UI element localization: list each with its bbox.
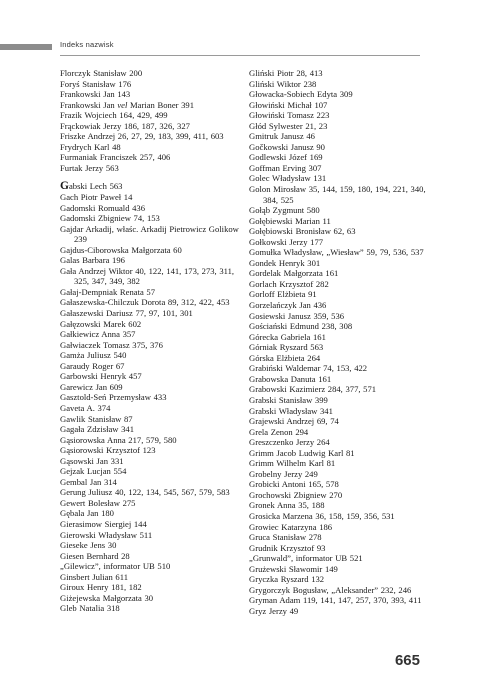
index-entry: Frydrych Karl 48: [60, 141, 121, 152]
index-entry: Gałęzowski Marek 602: [60, 318, 142, 329]
index-entry: Furtak Jerzy 563: [60, 162, 119, 173]
index-entry: Gajdus-Ciborowska Małgorzata 60: [60, 244, 182, 255]
index-entry: Gorzelańczyk Jan 436: [249, 300, 327, 311]
index-entry: Gadomski Zbigniew 74, 153: [60, 213, 160, 224]
index-entry: Gajdar Arkadij, właśc. Arkadij Pietrowicz Golikow 239: [60, 223, 239, 245]
index-entry: Gieseke Jens 30: [60, 540, 117, 551]
index-entry: Golon Mirosław 35, 144, 159, 180, 194, 221, 340, 384, 525: [249, 184, 426, 205]
index-entry: Grabiński Waldemar 74, 153, 422: [249, 363, 368, 374]
index-column-left: [60, 68, 245, 614]
running-header-title: Indeks nazwisk: [60, 40, 114, 49]
index-entry: Frankowski Jan 143: [60, 89, 131, 100]
index-entry: Grimm Wilhelm Karl 81: [249, 458, 336, 469]
index-entry: Gorloff Elżbieta 91: [249, 289, 317, 300]
index-entry: Głowiński Michał 107: [249, 99, 328, 110]
index-entry: Giżejewska Małgorzata 30: [60, 592, 154, 603]
index-entry: Grela Zenon 294: [249, 426, 309, 437]
index-entry: Grabski Władysław 341: [249, 405, 333, 416]
index-entry: Gołębiowski Bronisław 62, 63: [249, 226, 356, 237]
page-number: 665: [394, 652, 420, 669]
index-entry: Gewert Bolesław 275: [60, 497, 136, 508]
index-entry: Gaveta A. 374: [60, 402, 111, 413]
index-entry: Gliński Piotr 28, 413: [249, 68, 323, 78]
index-entry: Gmitruk Janusz 46: [249, 131, 315, 142]
index-entry: Grochowski Zbigniew 270: [249, 489, 343, 500]
index-column-right: [249, 68, 434, 616]
index-entry: Gosiewski Janusz 359, 536: [249, 310, 345, 321]
index-entry: Głód Sylwester 21, 23: [249, 120, 328, 131]
index-entry: Grużewski Sławomir 149: [249, 563, 338, 574]
index-entry: Grygorczyk Bogusław, „Aleksander” 232, 246: [249, 584, 412, 595]
index-entry: Górniak Ryszard 563: [249, 342, 324, 353]
index-entry: Gasztold-Seń Przemysław 433: [60, 392, 167, 403]
index-entry: Grosicka Marzena 36, 158, 159, 356, 531: [249, 510, 395, 521]
index-entry: Gryman Adam 119, 141, 147, 257, 370, 393, 411: [249, 595, 422, 606]
index-entry: Grobicki Antoni 165, 578: [249, 479, 339, 490]
index-entry: Gembal Jan 314: [60, 476, 117, 487]
index-entry: Gałaszewska-Chilczuk Dorota 89, 312, 422, 453: [60, 297, 230, 308]
index-entry: Giroux Henry 181, 182: [60, 582, 142, 593]
index-entry: Friszke Andrzej 26, 27, 29, 183, 399, 411, 603: [60, 131, 224, 142]
index-entry: Gliński Wiktor 238: [249, 78, 317, 89]
index-entry: „Grunwald”, informator UB 521: [249, 553, 363, 564]
index-entry: Gierasimow Siergiej 144: [60, 518, 147, 529]
index-entry: Gach Piotr Paweł 14: [60, 192, 133, 203]
index-entry: Garewicz Jan 609: [60, 381, 123, 392]
index-entry: Gejzak Lucjan 554: [60, 466, 127, 477]
index-entry: Gąsiorowska Anna 217, 579, 580: [60, 434, 177, 445]
index-entry: Gąsowski Jan 331: [60, 455, 124, 466]
index-entry: Garbowski Henryk 457: [60, 371, 142, 382]
index-entry: Florczyk Stanisław 200: [60, 68, 143, 78]
index-entry: Frankowski Jan vel Marian Boner 391: [60, 99, 195, 110]
index-entry: Grobelny Jerzy 249: [249, 468, 318, 479]
index-entry: Foryś Stanisław 176: [60, 78, 132, 89]
index-entry: Gronek Anna 35, 188: [249, 500, 325, 511]
index-entry: Grimm Jacob Ludwig Karl 81: [249, 447, 355, 458]
index-entry: Górecka Gabriela 161: [249, 331, 326, 342]
index-entry: Godlewski Józef 169: [249, 152, 323, 163]
index-entry: Grabowski Kazimierz 284, 377, 571: [249, 384, 377, 395]
index-entry: Gała Andrzej Wiktor 40, 122, 141, 173, 273, 311, 325, 347, 349, 382: [60, 265, 235, 287]
index-entry: Goffman Erving 307: [249, 162, 322, 173]
index-entry: Głowacka-Sobiech Edyta 309: [249, 89, 353, 100]
index-entry: Gałkiewicz Anna 357: [60, 329, 136, 340]
index-entry: Gryz Jerzy 49: [249, 605, 299, 616]
index-entry: Gočkowski Janusz 90: [249, 141, 325, 152]
index-entry: Garaudy Roger 67: [60, 360, 125, 371]
index-entry: Gordelak Małgorzata 161: [249, 268, 339, 279]
index-entry: Gruca Stanisław 278: [249, 532, 322, 543]
index-entry: Gołębiewski Marian 11: [249, 215, 331, 226]
index-entry: Gębala Jan 180: [60, 508, 114, 519]
index-entry: Gryczka Ryszard 132: [249, 574, 325, 585]
index-entry: Grudnik Krzysztof 93: [249, 542, 326, 553]
header-bar-decoration: [0, 44, 52, 50]
index-entry: Frąckowiak Jerzy 186, 187, 326, 327: [60, 120, 190, 131]
index-entry: Głowiński Tomasz 223: [249, 110, 330, 121]
index-entry: Gleb Natalia 318: [60, 603, 120, 614]
index-entry: Frazik Wojciech 164, 429, 499: [60, 110, 168, 121]
index-entry: Gomułka Władysław, „Wiesław” 59, 79, 536, 537: [249, 247, 424, 258]
index-entry: Gałaszewski Dariusz 77, 97, 101, 301: [60, 308, 193, 319]
index-entry: Gerung Juliusz 40, 122, 134, 545, 567, 579, 583: [60, 487, 230, 498]
index-entry: „Gilewicz”, informator UB 510: [60, 561, 171, 572]
index-entry: Grabski Stanisław 399: [249, 394, 328, 405]
index-entry: Galas Barbara 196: [60, 255, 125, 266]
index-entry: Grajewski Andrzej 69, 74: [249, 416, 339, 427]
index-entry: Furmaniak Franciszek 257, 406: [60, 152, 171, 163]
index-entry: Gagała Zdzisław 341: [60, 424, 135, 435]
index-entry: Giesen Bernhard 28: [60, 550, 130, 561]
index-entry: Gałaj-Dempniak Renata 57: [60, 286, 156, 297]
index-entry: Gamża Juliusz 540: [60, 350, 127, 361]
index-entry: Gałwiaczek Tomasz 375, 376: [60, 339, 163, 350]
index-entry: Gołąb Zygmunt 580: [249, 205, 320, 216]
index-entry: Gondek Henryk 301: [249, 257, 321, 268]
index-entry: Grabowska Danuta 161: [249, 373, 332, 384]
index-entry: Gorlach Krzysztof 282: [249, 278, 329, 289]
index-entry: Growiec Katarzyna 186: [249, 521, 333, 532]
index-entry: Gołkowski Jerzy 177: [249, 236, 324, 247]
index-entry: Gąsiorowski Krzysztof 123: [60, 445, 156, 456]
index-entry: Golec Władysław 131: [249, 173, 327, 184]
index-entry: Gawlik Stanisław 87: [60, 413, 133, 424]
index-entry: Gadomski Romuald 436: [60, 202, 146, 213]
index-entry: Górska Elżbieta 264: [249, 352, 321, 363]
header-rule: [60, 55, 420, 56]
index-entry: Gierowski Władysław 511: [60, 529, 153, 540]
index-entry: Greszczenko Jerzy 264: [249, 437, 330, 448]
index-entry: Gościański Edmund 238, 308: [249, 321, 353, 332]
index-entry: Ginsbert Julian 611: [60, 571, 128, 582]
index-entry: Gabski Lech 563: [60, 180, 123, 193]
